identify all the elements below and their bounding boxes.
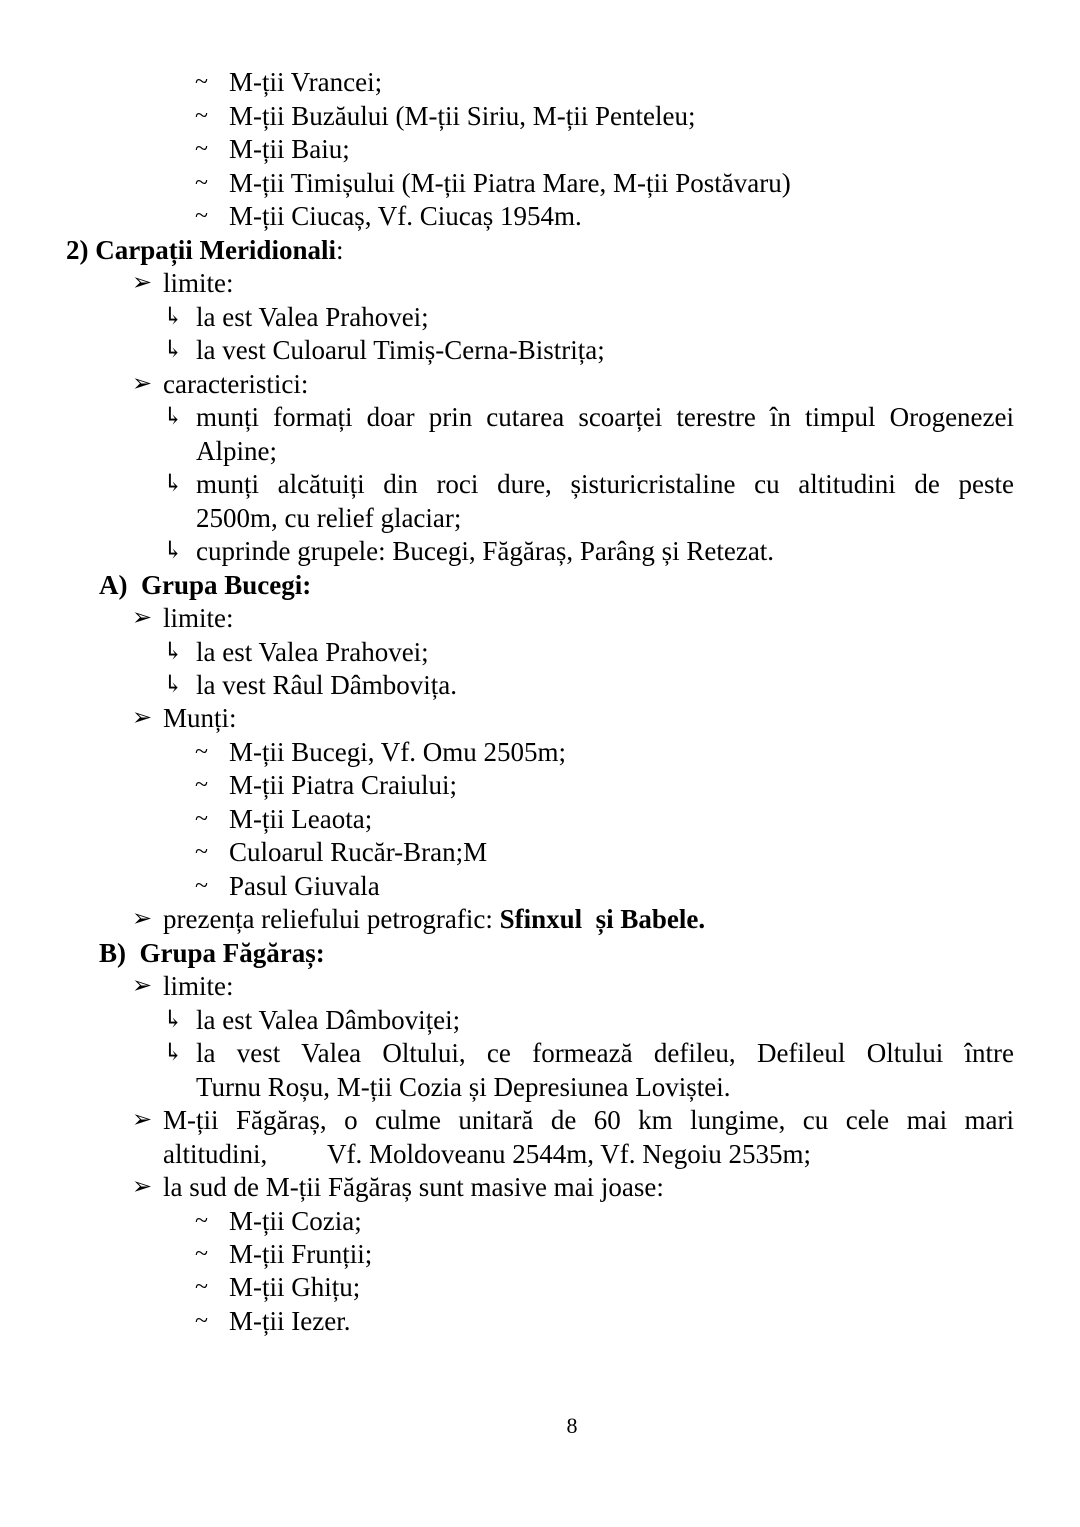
tilde-bullet-icon: ~ — [195, 873, 208, 899]
list-item — [0, 601, 1080, 635]
hook-arrow-icon: ↳ — [163, 304, 184, 330]
list-item-text: M-ții Făgăraș, o culme unitară de 60 km lungime, cu cele mai mari — [163, 1105, 1014, 1135]
list-item — [0, 166, 1080, 200]
tilde-bullet-icon: ~ — [195, 203, 208, 229]
list-item-text: M-ții Bucegi, Vf. Omu 2505m; — [229, 737, 566, 767]
list-item-text: limite: — [163, 971, 234, 1001]
list-item — [0, 902, 1080, 936]
list-item — [0, 367, 1080, 401]
tilde-bullet-icon: ~ — [195, 1274, 208, 1300]
list-item-text: M-ții Timișului (M-ții Piatra Mare, M-ții Postăvaru) — [229, 168, 791, 198]
list-item-text: la vest Valea Oltului, ce formează defileu, Defileul Oltului între — [196, 1038, 1014, 1068]
list-item-text: M-ții Ciucaș, Vf. Ciucaș 1954m. — [229, 201, 582, 231]
list-item — [0, 1036, 1080, 1070]
list-item — [0, 1170, 1080, 1204]
list-item — [0, 1304, 1080, 1338]
list-item — [0, 534, 1080, 568]
subsection-heading — [0, 568, 1080, 602]
list-item-text: la est Valea Prahovei; — [196, 302, 429, 332]
list-item — [0, 701, 1080, 735]
list-item-text: M-ții Cozia; — [229, 1206, 362, 1236]
list-item-continuation — [0, 501, 1080, 535]
hook-arrow-icon: ↳ — [163, 1040, 184, 1066]
list-item — [0, 735, 1080, 769]
tilde-bullet-icon: ~ — [195, 839, 208, 865]
list-item-text: la vest Culoarul Timiș-Cerna-Bistrița; — [196, 335, 605, 365]
tilde-bullet-icon: ~ — [195, 739, 208, 765]
hook-arrow-icon: ↳ — [163, 404, 184, 430]
list-item-continuation — [0, 1137, 1080, 1171]
tilde-bullet-icon: ~ — [195, 772, 208, 798]
list-item — [0, 768, 1080, 802]
subsection-title: B) Grupa Făgăraș: — [99, 938, 325, 968]
hook-arrow-icon: ↳ — [163, 337, 184, 363]
tilde-bullet-icon: ~ — [195, 136, 208, 162]
section-heading — [0, 233, 1080, 267]
list-item-text: la sud de M-ții Făgăraș sunt masive mai joase: — [163, 1172, 664, 1202]
list-item-text: M-ții Baiu; — [229, 134, 350, 164]
hook-arrow-icon: ↳ — [163, 538, 184, 564]
tilde-bullet-icon: ~ — [195, 806, 208, 832]
arrow-bullet-icon: ➢ — [132, 270, 153, 296]
list-item-text: Munți: — [163, 703, 237, 733]
subsection-heading — [0, 936, 1080, 970]
tilde-bullet-icon: ~ — [195, 170, 208, 196]
list-item-text: prezența reliefului petrografic: — [163, 904, 500, 934]
list-item — [0, 467, 1080, 501]
list-item — [0, 635, 1080, 669]
hook-arrow-icon: ↳ — [163, 672, 184, 698]
list-item — [0, 199, 1080, 233]
list-item — [0, 300, 1080, 334]
list-item-text: la vest Râul Dâmbovița. — [196, 670, 457, 700]
list-item — [0, 1204, 1080, 1238]
arrow-bullet-icon: ➢ — [132, 973, 153, 999]
list-item-bold-text: Sfinxul și Babele. — [499, 904, 706, 934]
list-item — [0, 969, 1080, 1003]
list-item-text: M-ții Leaota; — [229, 804, 373, 834]
list-item-text: M-ții Vrancei; — [229, 67, 383, 97]
list-item — [0, 835, 1080, 869]
tilde-bullet-icon: ~ — [195, 1308, 208, 1334]
list-item-continuation — [0, 1070, 1080, 1104]
list-item-text: limite: — [163, 268, 234, 298]
page-number: 8 — [566, 1413, 578, 1438]
list-item-text: 2500m, cu relief glaciar; — [196, 503, 462, 533]
list-item-text: Turnu Roșu, M-ții Cozia și Depresiunea Loviștei. — [196, 1072, 731, 1102]
list-item — [0, 266, 1080, 300]
arrow-bullet-icon: ➢ — [132, 705, 153, 731]
list-item-continuation — [0, 434, 1080, 468]
list-item — [0, 668, 1080, 702]
list-item-text: altitudini, — [163, 1139, 268, 1169]
list-item — [0, 132, 1080, 166]
list-item-text: M-ții Buzăului (M-ții Siriu, M-ții Penteleu; — [229, 101, 696, 131]
list-item-text: Vf. Moldoveanu 2544m, Vf. Negoiu 2535m; — [327, 1139, 811, 1169]
list-item — [0, 400, 1080, 434]
list-item — [0, 65, 1080, 99]
hook-arrow-icon: ↳ — [163, 1007, 184, 1033]
list-item — [0, 1237, 1080, 1271]
list-item — [0, 1003, 1080, 1037]
list-item-text: munți alcătuiți din roci dure, șisturicristaline cu altitudini de peste — [196, 469, 1014, 499]
section-title-colon: : — [335, 235, 344, 265]
arrow-bullet-icon: ➢ — [132, 605, 153, 631]
list-item-text: M-ții Iezer. — [229, 1306, 351, 1336]
list-item — [0, 869, 1080, 903]
list-item-text: caracteristici: — [163, 369, 309, 399]
hook-arrow-icon: ↳ — [163, 639, 184, 665]
arrow-bullet-icon: ➢ — [132, 1107, 153, 1133]
list-item-text: Alpine; — [196, 436, 277, 466]
list-item-text: cuprinde grupele: Bucegi, Făgăraș, Parâng și Retezat. — [196, 536, 775, 566]
tilde-bullet-icon: ~ — [195, 1241, 208, 1267]
hook-arrow-icon: ↳ — [163, 471, 184, 497]
list-item-text: limite: — [163, 603, 234, 633]
list-item-text: Pasul Giuvala — [229, 871, 380, 901]
list-item-text: la est Valea Prahovei; — [196, 637, 429, 667]
list-item-text: Culoarul Rucăr-Bran;M — [229, 837, 488, 867]
tilde-bullet-icon: ~ — [195, 69, 208, 95]
arrow-bullet-icon: ➢ — [132, 1174, 153, 1200]
tilde-bullet-icon: ~ — [195, 1208, 208, 1234]
subsection-title: A) Grupa Bucegi: — [99, 570, 312, 600]
list-item-text: la est Valea Dâmboviței; — [196, 1005, 461, 1035]
arrow-bullet-icon: ➢ — [132, 906, 153, 932]
list-item-text: M-ții Frunții; — [229, 1239, 373, 1269]
section-title: 2) Carpații Meridionali — [66, 235, 336, 265]
list-item — [0, 333, 1080, 367]
tilde-bullet-icon: ~ — [195, 103, 208, 129]
list-item — [0, 1103, 1080, 1137]
list-item-text: M-ții Piatra Craiului; — [229, 770, 457, 800]
list-item — [0, 99, 1080, 133]
list-item-text: M-ții Ghițu; — [229, 1272, 361, 1302]
list-item — [0, 1270, 1080, 1304]
arrow-bullet-icon: ➢ — [132, 371, 153, 397]
list-item-text: munți formați doar prin cutarea scoarței terestre în timpul Orogenezei — [196, 402, 1014, 432]
list-item — [0, 802, 1080, 836]
